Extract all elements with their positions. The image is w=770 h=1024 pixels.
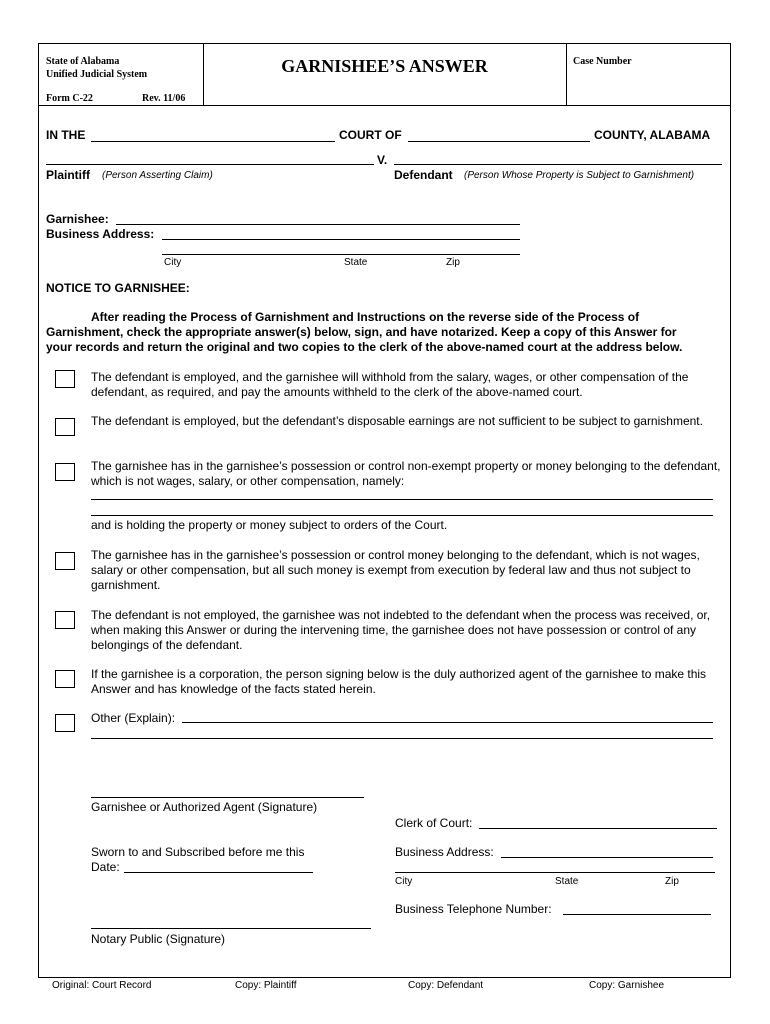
checkbox-other[interactable] — [55, 714, 75, 732]
holding-text: and is holding the property or money subject to orders of the Court. — [91, 518, 448, 532]
clerk-state-caption: State — [555, 876, 579, 887]
property-description-line-2[interactable] — [91, 515, 713, 516]
sworn-date-field[interactable] — [124, 872, 313, 873]
notary-signature-line[interactable] — [91, 928, 371, 929]
garnishee-field[interactable] — [116, 224, 520, 225]
option-corporation-agent: If the garnishee is a corporation, the person signing below is the duly authorized agent of the garnishee to make this Answer and has knowledge of the facts stated herein. — [91, 667, 707, 696]
defendant-label: Defendant — [394, 168, 453, 182]
garnishee-label: Garnishee: — [46, 212, 109, 226]
checkbox-corporation-agent[interactable] — [55, 670, 75, 688]
footer-copy-garnishee: Copy: Garnishee — [589, 980, 665, 991]
checkbox-non-exempt-property[interactable] — [55, 463, 75, 481]
page-title: GARNISHEE’S ANSWER — [281, 56, 488, 76]
clerk-zip-caption: Zip — [665, 876, 679, 887]
city-caption: City — [164, 257, 182, 268]
clerk-of-court-field[interactable] — [479, 828, 717, 829]
telephone-field[interactable] — [563, 914, 711, 915]
plaintiff-note: (Person Asserting Claim) — [102, 170, 213, 181]
court-of-label: COURT OF — [339, 128, 402, 142]
sworn-text: Sworn to and Subscribed before me this — [91, 845, 305, 859]
header-divider-right — [566, 43, 567, 105]
notary-signature-label: Notary Public (Signature) — [91, 932, 226, 946]
versus-label: V. — [377, 153, 388, 167]
footer-copy-plaintiff: Copy: Plaintiff — [235, 980, 297, 991]
zip-caption: Zip — [446, 257, 460, 268]
agent-signature-label: Garnishee or Authorized Agent (Signature) — [91, 800, 318, 814]
notice-heading: NOTICE TO GARNISHEE: — [46, 281, 190, 295]
notice-line-1: After reading the Process of Garnishment and Instructions on the reverse side of the Process of — [91, 310, 640, 324]
notice-line-2: Garnishment, check the appropriate answer(s) below, sign, and have notarized. Keep a copy of this Answer for — [46, 325, 677, 339]
option-earnings-insufficient: The defendant is employed, but the defendant’s disposable earnings are not sufficient to be subject to garnishment. — [91, 414, 703, 428]
business-address-field[interactable] — [162, 239, 520, 240]
option-not-employed: The defendant is not employed, the garnishee was not indebted to the defendant when the process was received, or, when making this Answer or during the intervening time, the garnishee does not have possession or control of any belongings of the defendant. — [91, 608, 711, 652]
case-number-label: Case Number — [573, 56, 632, 67]
option-non-exempt-property: The garnishee has in the garnishee’s possession or control non-exempt property or money belonging to the defendant, which is not wages, salary, or other compensation, namely: — [91, 459, 721, 488]
clerk-address-field[interactable] — [501, 857, 713, 858]
form-revision: Rev. 11/06 — [142, 93, 186, 104]
plaintiff-label: Plaintiff — [46, 168, 90, 182]
checkbox-earnings-insufficient[interactable] — [55, 418, 75, 436]
clerk-city-caption: City — [395, 876, 413, 887]
property-description-line-1[interactable] — [91, 499, 713, 500]
notice-line-3: your records and return the original and two copies to the clerk of the above-named court at the address below. — [46, 340, 683, 354]
defendant-note: (Person Whose Property is Subject to Garnishment) — [464, 170, 695, 181]
county-field[interactable] — [408, 141, 590, 142]
checkbox-exempt-money[interactable] — [55, 552, 75, 570]
agency-line-1: State of Alabama — [46, 56, 120, 67]
form-number: Form C-22 — [46, 93, 93, 104]
other-explain-line-2[interactable] — [91, 738, 713, 739]
checkbox-not-employed[interactable] — [55, 611, 75, 629]
clerk-of-court-label: Clerk of Court: — [395, 816, 473, 830]
sworn-date-label: Date: — [91, 860, 120, 874]
agent-signature-line[interactable] — [91, 797, 364, 798]
state-caption: State — [344, 257, 368, 268]
court-name-field[interactable] — [91, 141, 335, 142]
option-other: Other (Explain): — [91, 711, 176, 725]
checkbox-employed-withhold[interactable] — [55, 370, 75, 388]
defendant-field[interactable] — [394, 164, 722, 165]
in-the-label: IN THE — [46, 128, 86, 142]
business-address-line-2[interactable] — [162, 254, 520, 255]
clerk-address-line-2[interactable] — [395, 872, 715, 873]
county-label: COUNTY, ALABAMA — [594, 128, 711, 142]
footer-original: Original: Court Record — [52, 980, 152, 991]
header-bottom-rule — [38, 105, 731, 106]
business-address-label: Business Address: — [46, 227, 155, 241]
agency-line-2: Unified Judicial System — [46, 69, 148, 80]
plaintiff-field[interactable] — [46, 164, 374, 165]
other-explain-line-1[interactable] — [182, 722, 713, 723]
telephone-label: Business Telephone Number: — [395, 902, 552, 916]
option-employed-withhold: The defendant is employed, and the garnishee will withhold from the salary, wages, or other compensation of the defendant, as required, and pay the amounts withheld to the clerk of the above-named court. — [91, 370, 689, 399]
option-exempt-money: The garnishee has in the garnishee’s possession or control money belonging to the defendant, which is not wages, salary or other compensation, but all such money is exempt from execution by federal law and thus not subject to garnishment. — [91, 548, 700, 592]
clerk-address-label: Business Address: — [395, 845, 494, 859]
footer-copy-defendant: Copy: Defendant — [408, 980, 484, 991]
form-border — [38, 43, 731, 978]
